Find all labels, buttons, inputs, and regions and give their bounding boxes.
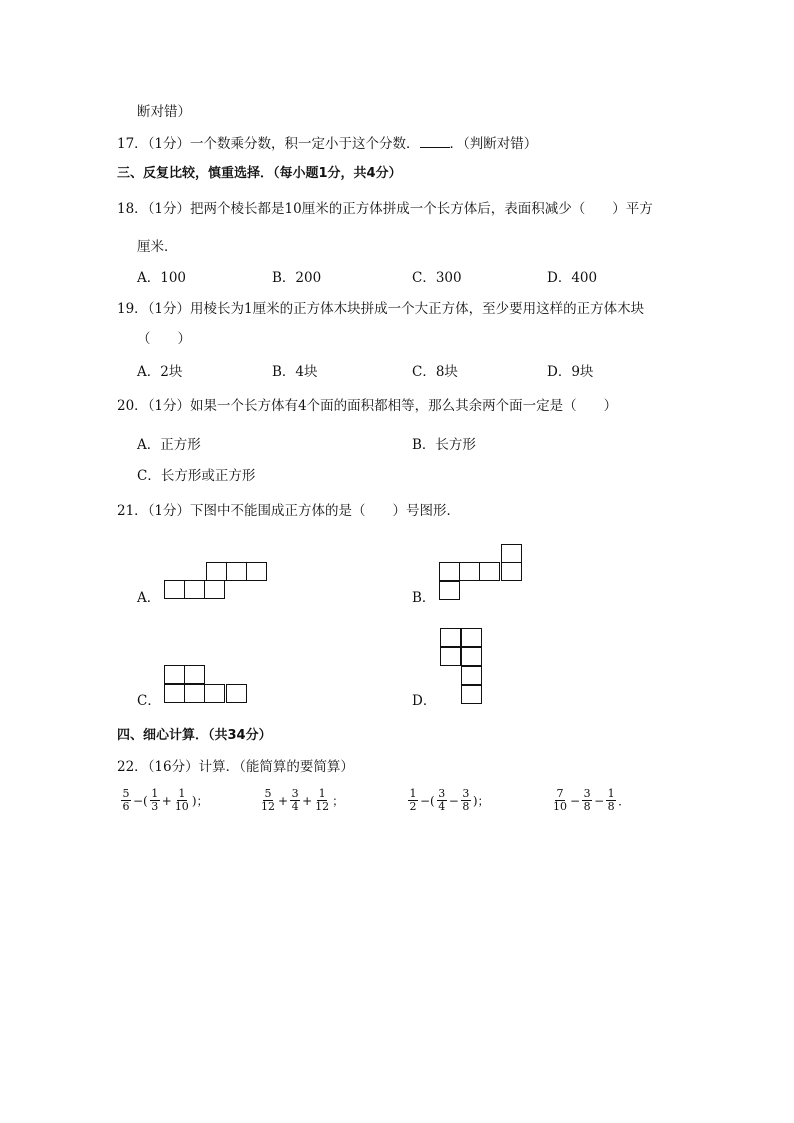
q22-expression-2: $\frac{5}{12}$ + $\frac{3}{4}$ + $\frac{1}{12}$ ； <box>261 787 345 813</box>
fraction: $\frac{3}{4}$ <box>438 787 446 813</box>
q19-option-d[interactable]: D．9块 <box>547 364 594 380</box>
q19-option-b[interactable]: B．4块 <box>272 364 318 380</box>
q22-expression-3: $\frac{1}{2}$ −( $\frac{3}{4}$ − $\frac{3}{8}$ )； <box>409 787 490 813</box>
fraction: $\frac{5}{6}$ <box>122 787 130 813</box>
q18-number: 18． <box>117 201 148 217</box>
q22-expression-4: $\frac{7}{10}$ − $\frac{3}{8}$ − $\frac{1}{8}$ ． <box>553 787 631 813</box>
q21-label-a[interactable]: A． <box>137 590 161 606</box>
section-4-heading: 四、细心计算．（共34分） <box>117 728 272 743</box>
question-17 <box>117 135 537 152</box>
q18-option-c[interactable]: C．300 <box>412 270 462 286</box>
fraction: $\frac{1}{3}$ <box>151 787 159 813</box>
q20-text: 如果一个长方体有4个面的面积都相等，那么其余两个面一定是（ ） <box>190 398 618 414</box>
net-c-figure <box>164 665 250 705</box>
q17-text: 一个数乘分数，积一定小于这个分数． <box>190 136 420 152</box>
fraction: $\frac{3}{8}$ <box>583 787 591 813</box>
q19-text-line1: 用棱长为1厘米的正方体木块拼成一个大正方体，至少要用这样的正方体木块 <box>190 301 645 317</box>
section-3-heading: 三、反复比较，慎重选择．（每小题1分，共4分） <box>117 166 402 181</box>
q20-score: （1分） <box>147 398 191 414</box>
q16-tail: 断对错） <box>137 104 191 120</box>
q21-number: 21． <box>117 503 148 519</box>
q20-option-c[interactable]: C．长方形或正方形 <box>137 468 256 484</box>
q19-option-a[interactable]: A．2块 <box>137 364 183 380</box>
q19-number: 19． <box>117 301 148 317</box>
q20-option-b[interactable]: B．长方形 <box>412 437 476 453</box>
question-18 <box>117 201 653 217</box>
fraction: $\frac{1}{2}$ <box>409 787 417 813</box>
q18-option-d[interactable]: D．400 <box>547 270 598 286</box>
fraction: $\frac{3}{4}$ <box>291 787 299 813</box>
fraction: $\frac{1}{10}$ <box>174 787 189 813</box>
q18-option-b[interactable]: B．200 <box>272 270 322 286</box>
fraction: $\frac{1}{8}$ <box>607 787 615 813</box>
q22-text: 计算．（能简算的要简算） <box>198 759 354 775</box>
q22-score: （16分） <box>147 759 199 775</box>
q21-score: （1分） <box>147 503 191 519</box>
fraction: $\frac{1}{12}$ <box>315 787 330 813</box>
question-21 <box>117 503 460 519</box>
q18-text-line2: 厘米． <box>137 239 178 255</box>
q17-score: （1分） <box>147 136 191 152</box>
net-a-figure <box>164 562 270 602</box>
q21-text: 下图中不能围成正方体的是（ ）号图形． <box>190 503 461 519</box>
q21-label-c[interactable]: C． <box>137 693 161 709</box>
fraction: $\frac{5}{12}$ <box>261 787 275 813</box>
question-22 <box>117 759 354 775</box>
question-19 <box>117 301 644 317</box>
q21-label-b[interactable]: B． <box>412 590 436 606</box>
q22-expression-1: $\frac{5}{6}$ −( $\frac{1}{3}$ + $\frac{1}{10}$ )； <box>122 787 209 813</box>
q21-label-d[interactable]: D． <box>412 693 437 709</box>
q19-text-line2: （ ） <box>137 331 191 347</box>
q18-score: （1分） <box>147 201 191 217</box>
q19-option-c[interactable]: C．8块 <box>412 364 458 380</box>
q17-number: 17． <box>117 136 148 152</box>
question-20 <box>117 398 617 414</box>
q22-number: 22． <box>117 759 148 775</box>
q18-option-a[interactable]: A．100 <box>137 270 187 286</box>
fraction: $\frac{7}{10}$ <box>553 787 567 813</box>
q17-answer-blank[interactable] <box>420 135 450 148</box>
net-b-figure <box>439 544 525 602</box>
fraction: $\frac{3}{8}$ <box>462 787 470 813</box>
q17-after-blank: ．（判断对错） <box>449 136 538 152</box>
net-d-figure <box>440 628 486 706</box>
q20-option-a[interactable]: A．正方形 <box>137 437 201 453</box>
q20-number: 20． <box>117 398 148 414</box>
q19-score: （1分） <box>147 301 191 317</box>
q18-text-line1: 把两个棱长都是10厘米的正方体拼成一个长方体后，表面积减少（ ）平方 <box>190 201 653 217</box>
